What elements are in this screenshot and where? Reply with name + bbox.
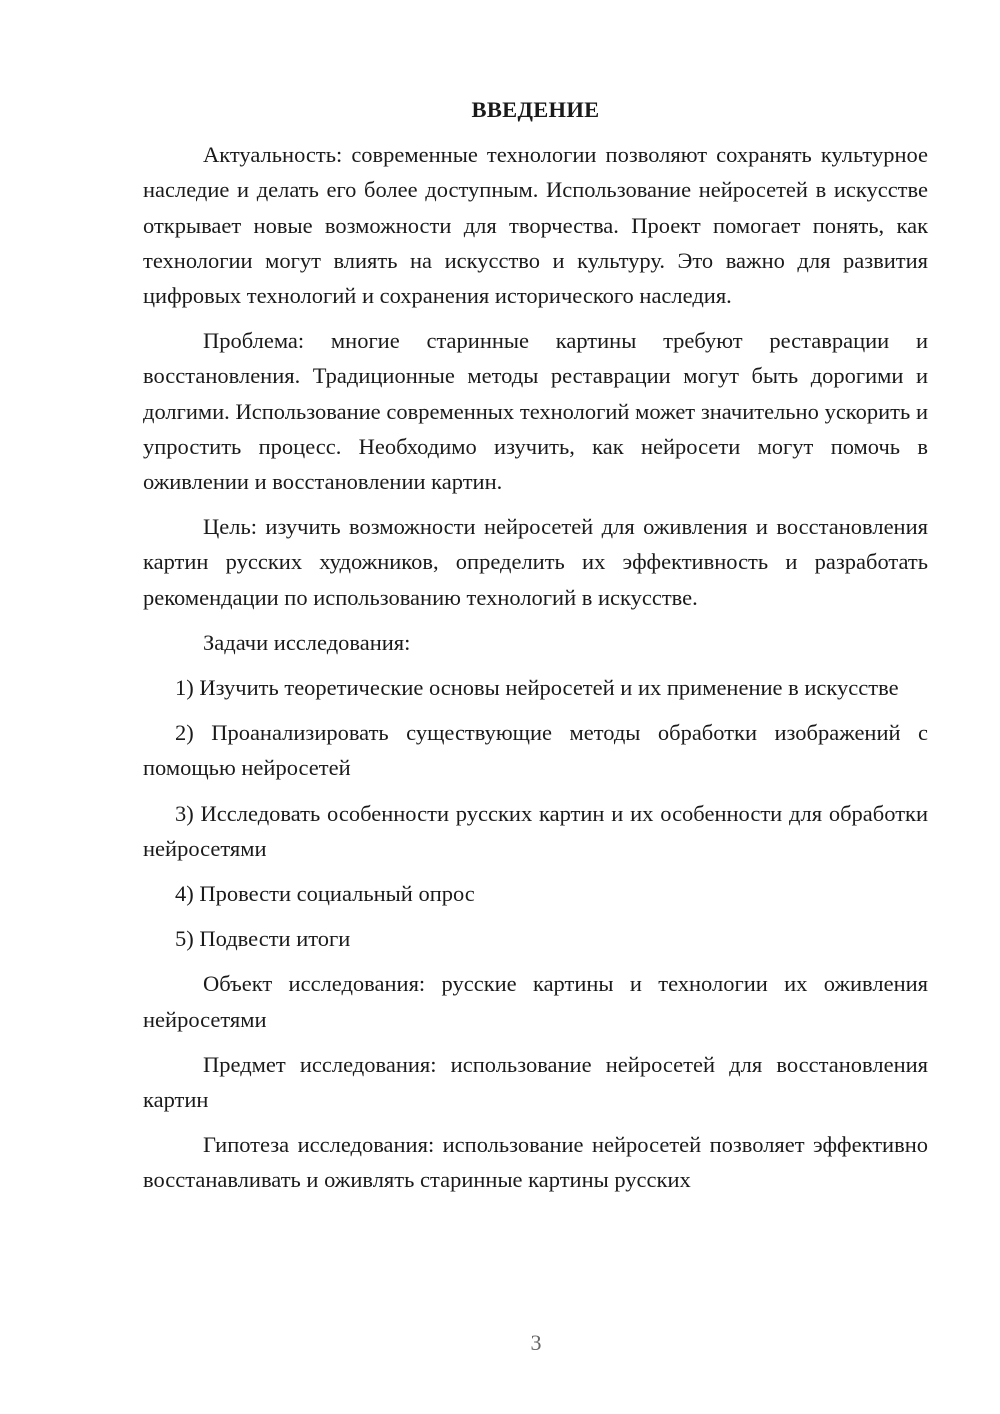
task-item-5: 5) Подвести итоги [175, 926, 351, 952]
task-item-3: 3) Исследовать особенности русских картин и их особенности для обработки нейросетями [143, 800, 928, 861]
paragraph-object: Объект исследования: русские картины и технологии их оживления нейросетями [143, 971, 928, 1032]
paragraph-goal: Цель: изучить возможности нейросетей для оживления и восстановления картин русских художников, определить их эффективность и разработать рекомендации по использованию технологий в искусстве. [143, 514, 928, 610]
task-item-1: 1) Изучить теоретические основы нейросетей и их применение в искусстве [175, 675, 899, 701]
paragraph-subject: Предмет исследования: использование нейросетей для восстановления картин [143, 1051, 928, 1113]
document-page [143, 92, 928, 1208]
task-item-2: 2) Проанализировать существующие методы обработки изображений с помощью нейросетей [143, 720, 928, 781]
paragraph-relevance: Актуальность: современные технологии позволяют сохранять культурное наследие и делать его более доступным. Использование нейросетей в искусстве открывает новые возможности для творчества. Проект помогает понять, как технологии могут влиять на искусство и культуру. Это важно для развития цифровых технологий и сохранения исторического наследия. [143, 142, 928, 309]
page-number: 3 [530, 1330, 542, 1355]
paragraph-problem: Проблема: многие старинные картины требуют реставрации и восстановления. Традиционные методы реставрации могут быть дорогими и долгими. Использование современных технологий может значительно ускорить и упростить процесс. Необходимо изучить, как нейросети могут помочь в оживлении и восстановлении картин. [143, 328, 928, 495]
section-title: ВВЕДЕНИЕ [471, 97, 600, 122]
tasks-heading: Задачи исследования: [203, 629, 411, 655]
paragraph-hypothesis: Гипотеза исследования: использование нейросетей позволяет эффективно восстанавливать и оживлять старинные картины русских [143, 1132, 928, 1193]
task-item-4: 4) Провести социальный опрос [175, 881, 475, 907]
